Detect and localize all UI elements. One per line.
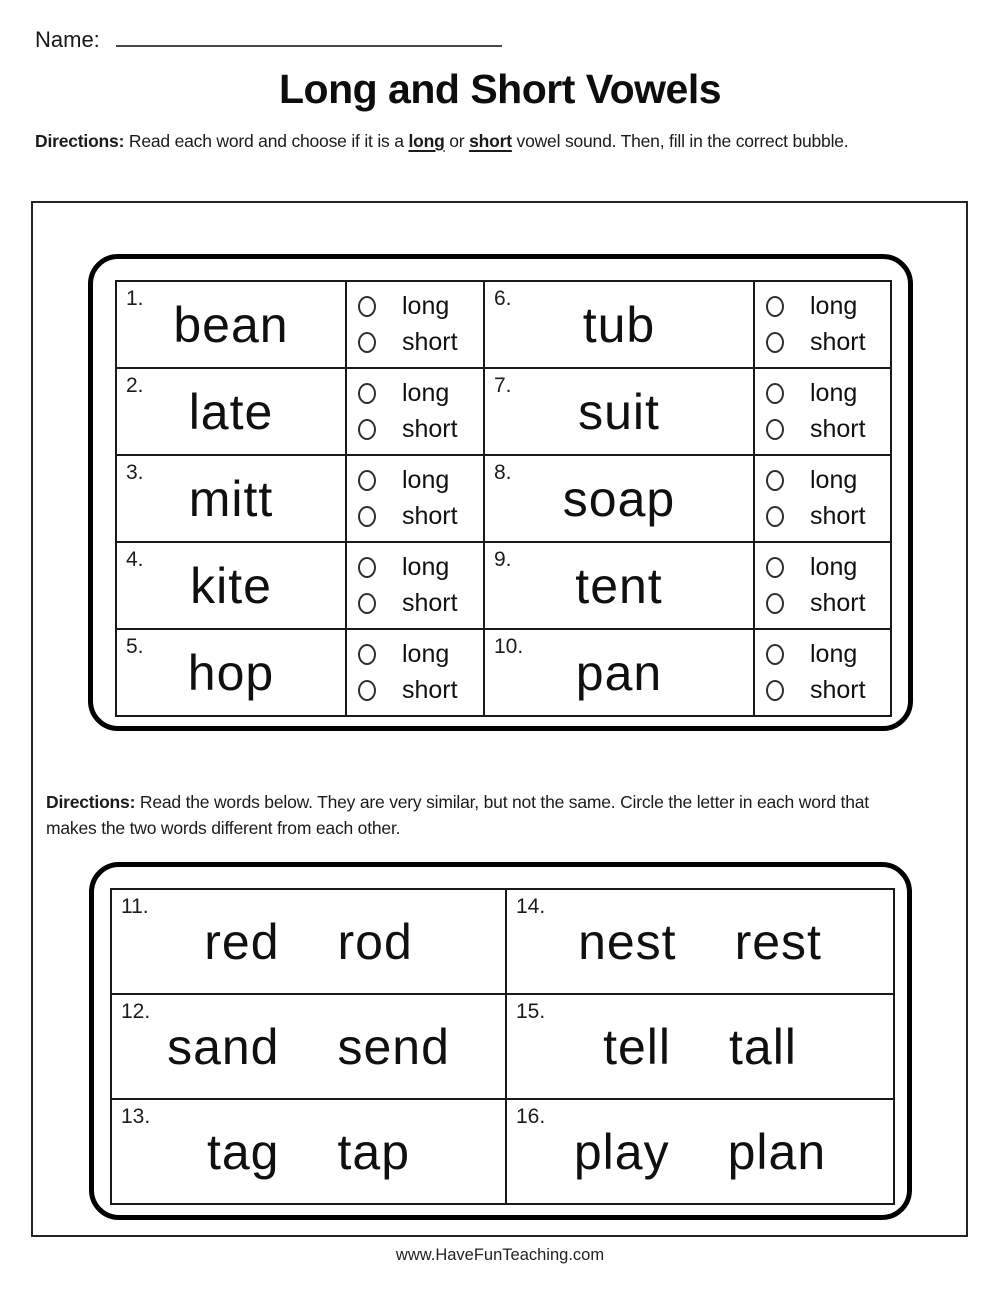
bubble-label: short <box>810 589 866 617</box>
vowel-word: suit <box>578 383 660 440</box>
directions-1 <box>35 131 985 152</box>
bubble-long-3[interactable] <box>358 470 376 491</box>
pairs-table-frame <box>89 862 912 1220</box>
vowel-word: hop <box>187 644 275 701</box>
pair-cell-14 <box>506 889 894 994</box>
pair-word-2: rest <box>734 913 822 970</box>
vowel-word-cell-2 <box>116 368 346 455</box>
pair-word-1: tag <box>206 1123 280 1180</box>
bubble-long-7[interactable] <box>766 383 784 404</box>
word-pair <box>507 1018 893 1076</box>
item-number: 14. <box>516 895 546 918</box>
directions-2-line-1 <box>46 789 951 815</box>
bubble-label: short <box>402 328 458 356</box>
bubble-label: short <box>810 676 866 704</box>
pair-word-1: nest <box>578 913 677 970</box>
vowel-table <box>115 280 892 717</box>
vowel-bubble-cell-6 <box>754 281 891 368</box>
table-row <box>116 455 891 542</box>
word-pair <box>507 913 893 971</box>
item-number: 3. <box>126 461 144 484</box>
footer-url: www.HaveFunTeaching.com <box>395 1246 605 1264</box>
pair-word-1: red <box>204 913 280 970</box>
table-row <box>116 281 891 368</box>
directions-2-text: Read the words below. They are very similar, but not the same. Circle the letter in each word that <box>135 792 869 812</box>
bubble-label: long <box>402 553 450 581</box>
item-number: 13. <box>121 1105 151 1128</box>
bubble-option-long <box>358 466 483 495</box>
vowel-word-cell-1 <box>116 281 346 368</box>
bubble-option-long <box>766 466 890 495</box>
bubble-long-10[interactable] <box>766 644 784 665</box>
bubble-label: long <box>810 553 858 581</box>
vowel-word: soap <box>562 470 676 527</box>
bubble-short-5[interactable] <box>358 680 376 701</box>
name-row <box>35 27 502 53</box>
pair-cell-13 <box>111 1099 506 1204</box>
bubble-option-short <box>766 502 890 531</box>
bubble-option-long <box>766 640 890 669</box>
directions-1-text: or <box>444 131 470 151</box>
vowel-word: mitt <box>188 470 274 527</box>
bubble-long-4[interactable] <box>358 557 376 578</box>
bubble-short-9[interactable] <box>766 593 784 614</box>
item-number: 4. <box>126 548 144 571</box>
bubble-label: short <box>810 415 866 443</box>
bubble-option-short <box>766 676 890 705</box>
bubble-option-short <box>358 676 483 705</box>
word-pair <box>112 1123 505 1181</box>
pair-cell-12 <box>111 994 506 1099</box>
item-number: 16. <box>516 1105 546 1128</box>
bubble-long-9[interactable] <box>766 557 784 578</box>
directions-1-emphasis-long: long <box>408 131 445 151</box>
item-number: 8. <box>494 461 512 484</box>
directions-1-label: Directions: <box>35 131 125 151</box>
directions-1-text: Read each word and choose if it is a <box>124 131 409 151</box>
vowel-table-frame <box>88 254 913 731</box>
table-row <box>111 994 894 1099</box>
item-number: 15. <box>516 1000 546 1023</box>
directions-2-line-2: makes the two words different from each other. <box>46 818 401 838</box>
bubble-label: long <box>402 640 450 668</box>
item-number: 12. <box>121 1000 151 1023</box>
bubble-short-6[interactable] <box>766 332 784 353</box>
pair-word-1: tell <box>603 1018 671 1075</box>
pair-cell-16 <box>506 1099 894 1204</box>
vowel-word-cell-4 <box>116 542 346 629</box>
bubble-option-long <box>766 553 890 582</box>
bubble-label: long <box>402 379 450 407</box>
vowel-word: kite <box>190 557 272 614</box>
bubble-label: short <box>810 328 866 356</box>
vowel-word-cell-3 <box>116 455 346 542</box>
bubble-label: long <box>810 292 858 320</box>
bubble-short-3[interactable] <box>358 506 376 527</box>
directions-1-text: vowel sound. Then, fill in the correct bubble. <box>511 131 849 151</box>
bubble-option-long <box>358 292 483 321</box>
vowel-word: bean <box>173 296 289 353</box>
pair-word-2: rod <box>337 913 413 970</box>
vowel-bubble-cell-5 <box>346 629 484 716</box>
item-number: 2. <box>126 374 144 397</box>
bubble-short-8[interactable] <box>766 506 784 527</box>
vowel-word-cell-5 <box>116 629 346 716</box>
bubble-option-short <box>766 328 890 357</box>
bubble-short-4[interactable] <box>358 593 376 614</box>
bubble-option-short <box>766 415 890 444</box>
bubble-option-long <box>358 379 483 408</box>
vowel-word: late <box>188 383 274 440</box>
pairs-table <box>110 888 895 1205</box>
name-input-line[interactable] <box>116 27 502 47</box>
vowel-word: tub <box>582 296 656 353</box>
bubble-label: short <box>402 415 458 443</box>
word-pair <box>112 1018 505 1076</box>
bubble-label: short <box>402 676 458 704</box>
item-number: 6. <box>494 287 512 310</box>
item-number: 11. <box>121 895 149 918</box>
bubble-label: long <box>810 379 858 407</box>
bubble-long-1[interactable] <box>358 296 376 317</box>
bubble-short-2[interactable] <box>358 419 376 440</box>
directions-1-emphasis-short: short <box>469 131 512 151</box>
vowel-word-cell-9 <box>484 542 754 629</box>
vowel-word-cell-10 <box>484 629 754 716</box>
bubble-label: long <box>402 466 450 494</box>
pair-word-1: sand <box>167 1018 280 1075</box>
vowel-bubble-cell-3 <box>346 455 484 542</box>
table-row <box>116 368 891 455</box>
pair-word-2: tall <box>729 1018 797 1075</box>
pair-cell-15 <box>506 994 894 1099</box>
directions-2-label: Directions: <box>46 792 136 812</box>
item-number: 7. <box>494 374 512 397</box>
vowel-bubble-cell-2 <box>346 368 484 455</box>
worksheet-frame <box>31 201 968 1237</box>
pair-word-1: play <box>573 1123 670 1180</box>
bubble-label: short <box>402 502 458 530</box>
vowel-word-cell-8 <box>484 455 754 542</box>
bubble-option-long <box>358 553 483 582</box>
bubble-option-short <box>358 589 483 618</box>
vowel-word-cell-6 <box>484 281 754 368</box>
item-number: 5. <box>126 635 144 658</box>
bubble-long-8[interactable] <box>766 470 784 491</box>
bubble-option-short <box>766 589 890 618</box>
directions-2 <box>46 789 951 841</box>
bubble-short-7[interactable] <box>766 419 784 440</box>
vowel-bubble-cell-1 <box>346 281 484 368</box>
bubble-short-10[interactable] <box>766 680 784 701</box>
vowel-word: pan <box>575 644 663 701</box>
item-number: 1. <box>126 287 144 310</box>
bubble-label: short <box>402 589 458 617</box>
bubble-long-2[interactable] <box>358 383 376 404</box>
bubble-option-short <box>358 502 483 531</box>
bubble-option-short <box>358 415 483 444</box>
bubble-label: long <box>810 466 858 494</box>
table-row <box>116 629 891 716</box>
vowel-bubble-cell-8 <box>754 455 891 542</box>
vowel-word-cell-7 <box>484 368 754 455</box>
vowel-word: tent <box>575 557 663 614</box>
pair-cell-11 <box>111 889 506 994</box>
bubble-short-1[interactable] <box>358 332 376 353</box>
bubble-long-5[interactable] <box>358 644 376 665</box>
table-row <box>111 889 894 994</box>
bubble-option-long <box>766 379 890 408</box>
pair-word-2: tap <box>337 1123 411 1180</box>
bubble-option-long <box>766 292 890 321</box>
pair-word-2: send <box>337 1018 450 1075</box>
name-label: Name: <box>35 27 100 52</box>
table-row <box>111 1099 894 1204</box>
bubble-label: long <box>810 640 858 668</box>
bubble-label: short <box>810 502 866 530</box>
bubble-option-short <box>358 328 483 357</box>
page-title: Long and Short Vowels <box>278 66 722 112</box>
item-number: 10. <box>494 635 524 658</box>
word-pair <box>507 1123 893 1181</box>
vowel-bubble-cell-9 <box>754 542 891 629</box>
vowel-bubble-cell-4 <box>346 542 484 629</box>
vowel-bubble-cell-10 <box>754 629 891 716</box>
bubble-long-6[interactable] <box>766 296 784 317</box>
item-number: 9. <box>494 548 512 571</box>
vowel-bubble-cell-7 <box>754 368 891 455</box>
table-row <box>116 542 891 629</box>
word-pair <box>112 913 505 971</box>
bubble-option-long <box>358 640 483 669</box>
pair-word-2: plan <box>727 1123 827 1180</box>
bubble-label: long <box>402 292 450 320</box>
